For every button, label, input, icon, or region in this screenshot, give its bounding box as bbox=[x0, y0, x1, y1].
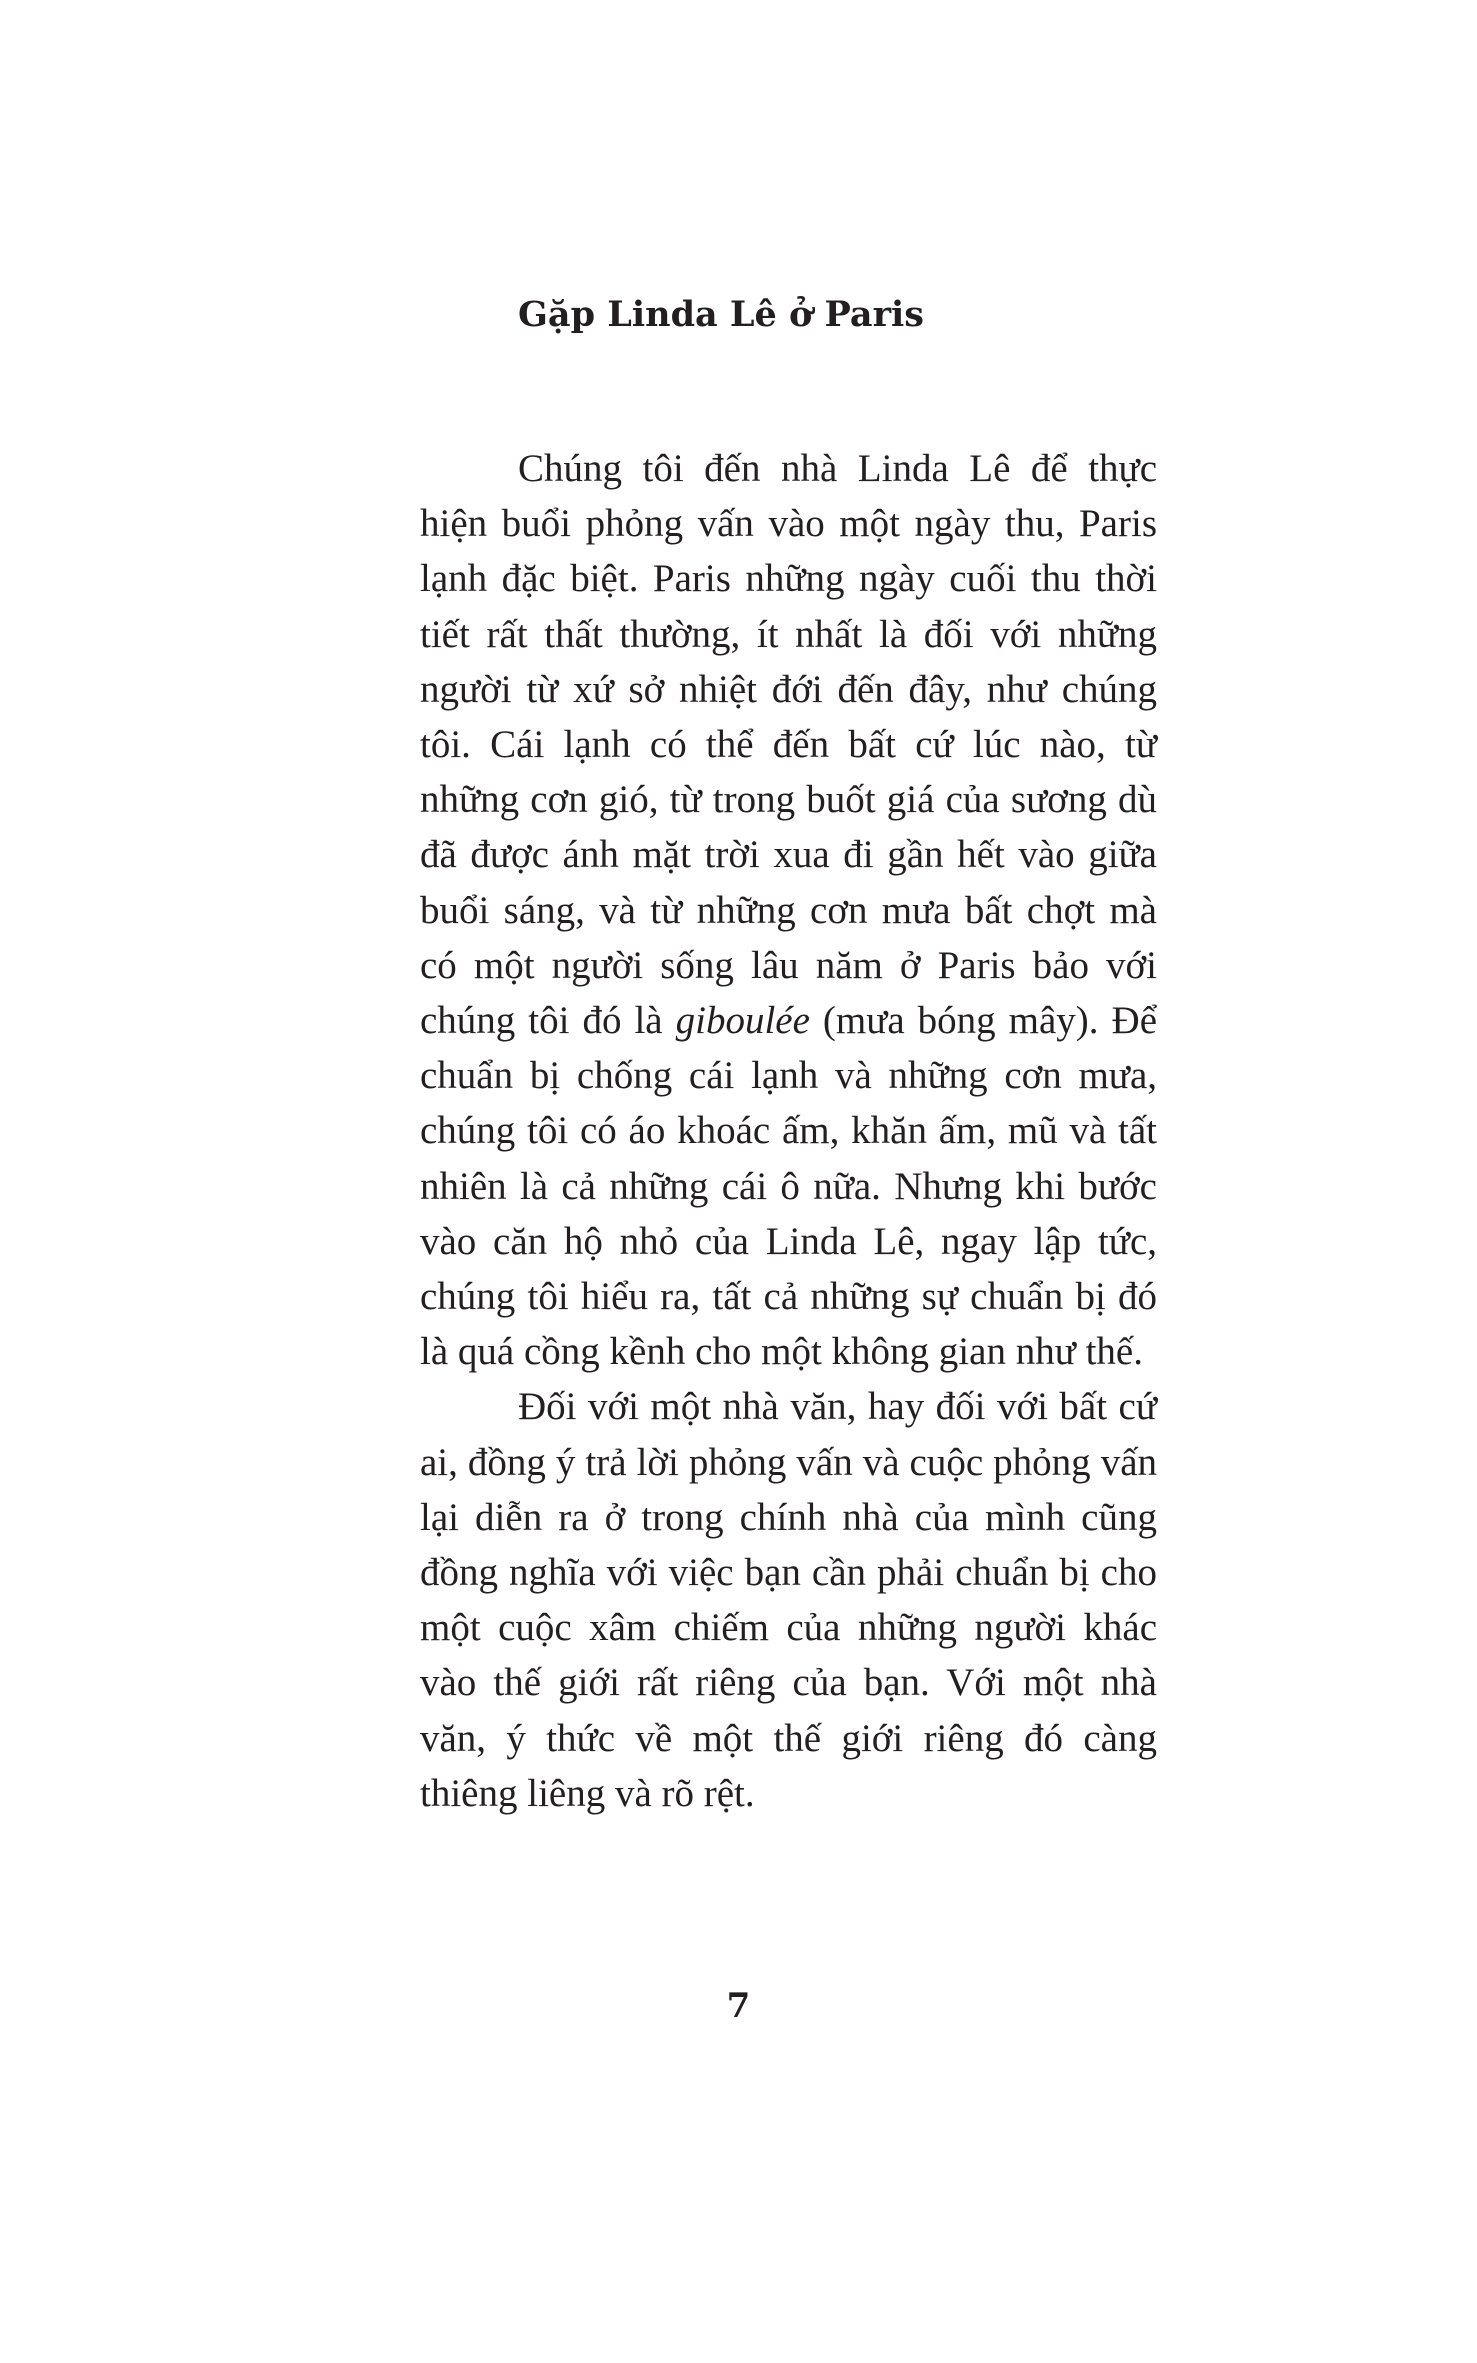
paragraph-1 bbox=[420, 441, 1157, 1379]
italic-term: giboulée bbox=[675, 999, 810, 1043]
body-text bbox=[420, 441, 1157, 1821]
chapter-title: Gặp Linda Lê ở Paris bbox=[518, 294, 925, 335]
paragraph-1-text-start: Chúng tôi đến nhà Linda Lê để thực hiện buổi phỏng vấn vào một ngày thu, Paris lạnh đặc biệt. Paris những ngày cuối thu thời tiết rất thất thường, ít nhất là đối với những người từ xứ sở nhiệt đới đến đây, như chúng tôi. Cái lạnh có thể đến bất cứ lúc nào, từ những cơn gió, từ trong buốt giá của sương dù đã được ánh mặt trời xua đi gần hết vào giữa buổi sáng, và từ những cơn mưa bất chợt mà có một người sống lâu năm ở Paris bảo với chúng tôi đó là bbox=[420, 447, 1157, 1043]
paragraph-1-text-end: (mưa bóng mây). Để chuẩn bị chống cái lạnh và những cơn mưa, chúng tôi có áo khoác ấm, khăn ấm, mũ và tất nhiên là cả những cái ô nữa. Nhưng khi bước vào căn hộ nhỏ của Linda Lê, ngay lập tức, chúng tôi hiểu ra, tất cả những sự chuẩn bị đó là quá cồng kềnh cho một không gian như thế. bbox=[420, 999, 1158, 1374]
page-number: 7 bbox=[726, 1986, 751, 2026]
paragraph-2: Đối với một nhà văn, hay đối với bất cứ ai, đồng ý trả lời phỏng vấn và cuộc phỏng vấn lại diễn ra ở trong chính nhà của mình cũng đồng nghĩa với việc bạn cần phải chuẩn bị cho một cuộc xâm chiếm của những người khác vào thế giới rất riêng của bạn. Với một nhà văn, ý thức về một thế giới riêng đó càng thiêng liêng và rõ rệt. bbox=[420, 1385, 1157, 1815]
